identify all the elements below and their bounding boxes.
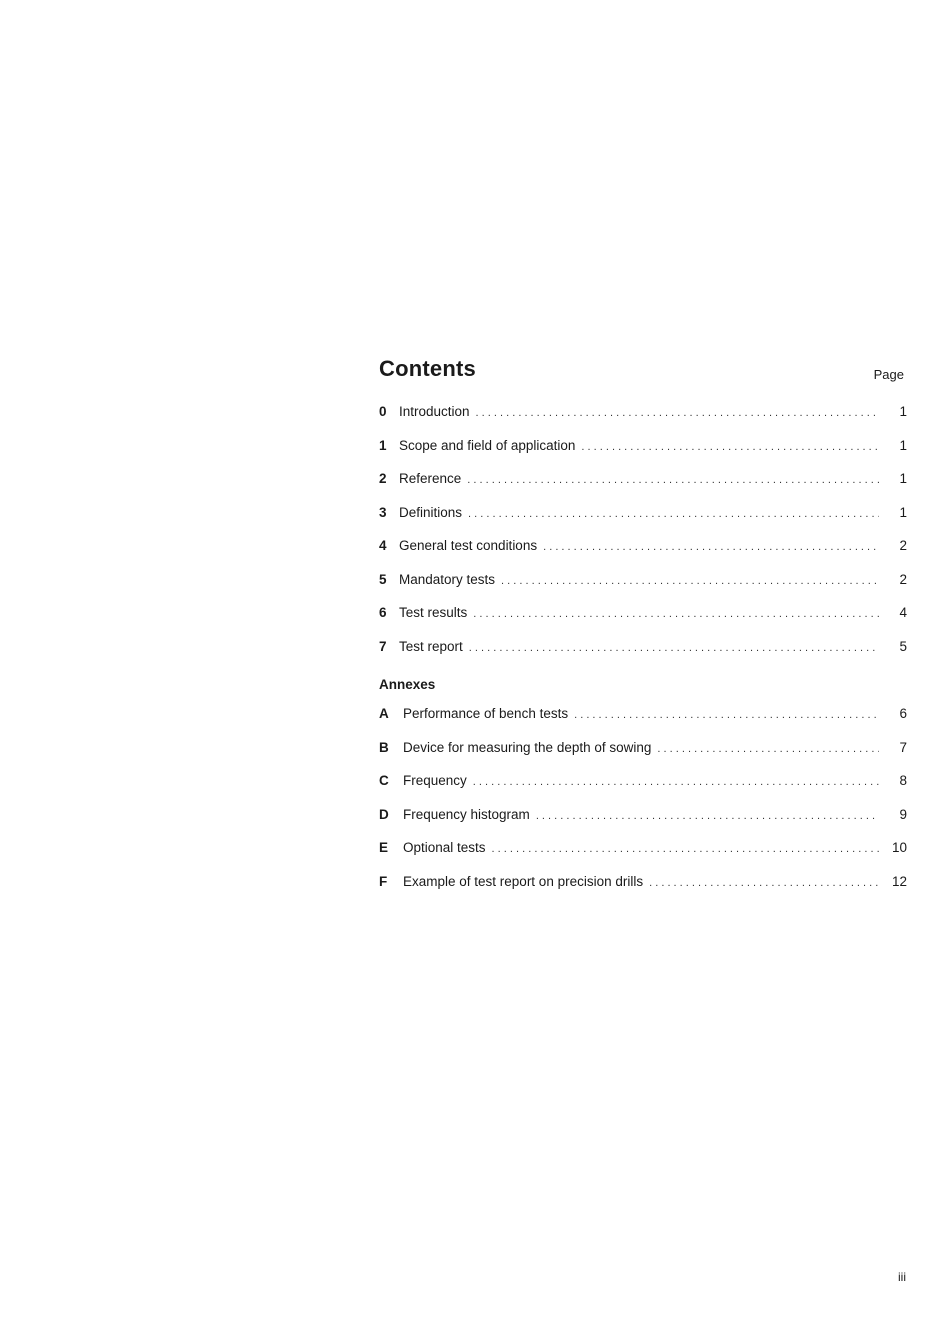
toc-annex-entry: [379, 773, 907, 807]
toc-title: Contents: [379, 356, 476, 381]
toc-entry: [379, 505, 907, 539]
toc-page-column-label: Page: [873, 367, 904, 382]
toc-entry-label: Definitions: [399, 504, 463, 520]
toc-dot-leader: [476, 407, 879, 419]
toc-dot-leader: [492, 843, 879, 855]
toc-dot-leader: [536, 810, 879, 822]
toc-dot-leader: [501, 575, 879, 587]
toc-entry-label: Test results: [399, 605, 468, 620]
toc-annex-letter: D: [379, 806, 389, 822]
toc-annex-letter: C: [379, 773, 389, 788]
toc-entry-page: 2: [899, 538, 907, 553]
toc-annex-label: Frequency: [403, 773, 467, 788]
toc-dot-leader: [467, 474, 879, 486]
toc-entry-label: Test report: [399, 638, 463, 654]
toc-entry-page: 1: [899, 471, 907, 486]
toc-annex-entry: [379, 840, 907, 874]
toc-dot-leader: [574, 709, 879, 721]
toc-annex-page: 12: [891, 873, 907, 889]
toc-entry-number: 6: [379, 605, 387, 620]
toc-entry: [379, 572, 907, 606]
toc-dot-leader: [469, 642, 879, 654]
toc-annex-label: Frequency histogram: [403, 806, 530, 822]
toc-dot-leader: [473, 608, 879, 620]
toc-annex-entry: [379, 706, 907, 740]
toc-entry: [379, 605, 907, 639]
table-of-contents: [379, 356, 907, 889]
toc-entry-number: 2: [379, 471, 387, 486]
toc-annex-label: Performance of bench tests: [403, 706, 569, 721]
page-number: iii: [898, 1270, 906, 1284]
toc-entry-page: 1: [899, 437, 907, 453]
toc-annex-entry: [379, 807, 907, 841]
toc-entry-label: Reference: [399, 471, 462, 486]
toc-annex-letter: A: [379, 706, 389, 721]
toc-entry-page: 4: [899, 605, 907, 620]
toc-list: [379, 404, 907, 907]
toc-header: [379, 356, 907, 386]
toc-entry-number: 4: [379, 538, 387, 553]
toc-entry-label: Introduction: [399, 404, 470, 419]
toc-entry-label: General test conditions: [399, 538, 538, 553]
toc-dot-leader: [657, 743, 879, 755]
toc-entry-page: 2: [899, 571, 907, 587]
toc-entry-page: 1: [899, 504, 907, 520]
toc-dot-leader: [473, 776, 879, 788]
toc-annex-page: 8: [899, 773, 907, 788]
toc-entry: [379, 538, 907, 572]
toc-entry: [379, 438, 907, 472]
toc-entry-label: Mandatory tests: [399, 571, 496, 587]
toc-annex-entry: [379, 740, 907, 774]
toc-dot-leader: [468, 508, 879, 520]
toc-annex-letter: F: [379, 873, 388, 889]
toc-annex-letter: B: [379, 739, 389, 755]
toc-annex-page: 6: [899, 706, 907, 721]
toc-entry-page: 1: [899, 404, 907, 419]
toc-entry-number: 7: [379, 638, 387, 654]
toc-entry-number: 5: [379, 571, 387, 587]
toc-entry-label: Scope and field of application: [399, 437, 576, 453]
toc-annex-entry: [379, 874, 907, 908]
toc-entry: [379, 471, 907, 505]
toc-dot-leader: [581, 441, 879, 453]
toc-entry-number: 0: [379, 404, 387, 419]
toc-annex-page: 10: [891, 840, 907, 855]
toc-entry: [379, 639, 907, 673]
toc-entry-number: 3: [379, 504, 387, 520]
toc-entry-number: 1: [379, 437, 387, 453]
toc-dot-leader: [543, 541, 879, 553]
toc-entry: [379, 404, 907, 438]
toc-annex-letter: E: [379, 840, 389, 855]
toc-annex-page: 9: [899, 806, 907, 822]
toc-entry-page: 5: [899, 638, 907, 654]
toc-annex-label: Example of test report on precision drills: [403, 873, 644, 889]
toc-annex-label: Optional tests: [403, 840, 486, 855]
toc-annex-page: 7: [899, 739, 907, 755]
toc-dot-leader: [649, 877, 879, 889]
annexes-heading: Annexes: [379, 677, 436, 692]
toc-annex-label: Device for measuring the depth of sowing: [403, 739, 652, 755]
